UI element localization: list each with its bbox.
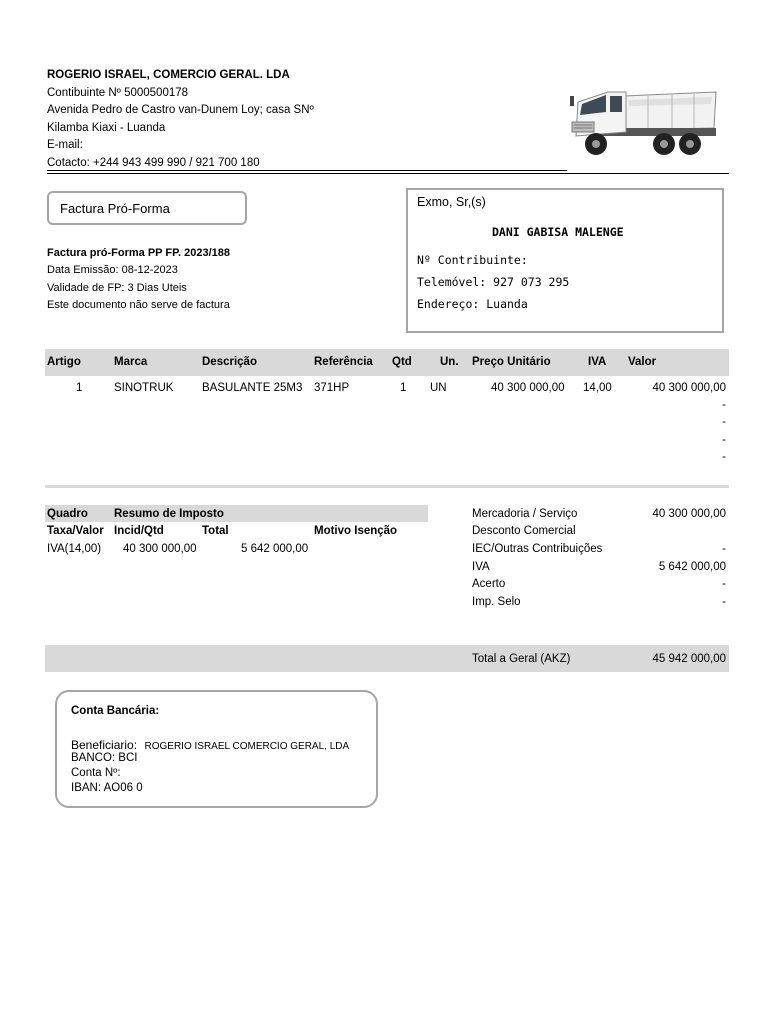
document-type-title: Factura Pró-Forma [60,201,170,216]
bank-title: Conta Bancária: [71,705,160,717]
tax-col-total: Total [202,525,229,537]
tax-col-incid: Incid/Qtd [114,525,164,537]
header-rule-right [567,173,729,174]
iec-label: IEC/Outras Contribuições [472,543,603,555]
mercadoria-value: 40 300 000,00 [652,508,726,520]
tax-col-taxa: Taxa/Valor [47,525,104,537]
col-qtd: Qtd [392,356,412,368]
tax-summary-header [45,505,428,522]
validity: Validade de FP: 3 Dias Uteis [47,282,187,294]
iva-label: IVA [472,561,490,573]
bank-iban: IBAN: AO06 0 [71,782,143,794]
tax-col-motivo: Motivo Isenção [314,525,398,537]
mercadoria-label: Mercadoria / Serviço [472,508,578,520]
empty-rows [45,399,729,469]
grand-total-label: Total a Geral (AKZ) [472,653,571,665]
row-iva: 14,00 [583,382,612,394]
col-marca: Marca [114,356,148,368]
issue-date: Data Emissão: 08-12-2023 [47,264,178,276]
row-valor: 40 300 000,00 [652,382,726,394]
row-un: UN [430,382,447,394]
tax-row-total: 5 642 000,00 [241,543,309,555]
col-preco: Preço Unitário [472,356,551,368]
empty-row-dash: - [722,451,726,463]
selo-value: - [722,596,726,608]
grand-total-value: 45 942 000,00 [652,653,726,665]
client-name: DANI GABISA MALENGE [492,225,624,239]
col-iva: IVA [588,356,607,368]
document-number: Factura pró-Forma PP FP. 2023/188 [47,247,231,259]
grand-total-bar [45,645,729,672]
client-greeting: Exmo, Sr,(s) [417,195,486,209]
tax-quadro: Quadro [47,508,88,520]
bank-beneficiary-value: ROGERIO ISRAEL COMERCIO GERAL, LDA [144,741,350,752]
company-address-line1: Avenida Pedro de Castro van-Dunem Loy; casa SNº [47,104,314,116]
client-nif: Nº Contribuinte: [417,253,528,267]
selo-label: Imp. Selo [472,596,521,608]
client-address: Endereço: Luanda [417,297,528,311]
empty-row-dash: - [722,399,726,411]
acerto-label: Acerto [472,578,506,590]
desconto-label: Desconto Comercial [472,525,576,537]
row-preco: 40 300 000,00 [491,382,565,394]
tax-resumo: Resumo de Imposto [114,508,224,520]
document-type-box [47,191,247,225]
header-rule-top [47,170,567,171]
tax-row-incid: 40 300 000,00 [123,543,197,555]
iva-value: 5 642 000,00 [658,561,726,573]
table-row [45,382,729,398]
bank-account-box [55,690,378,808]
company-nif: Contibuinte Nº 5000500178 [47,86,189,99]
col-un: Un. [440,356,459,368]
row-artigo: 1 [76,382,83,394]
bank-account-number: Conta Nº: [71,767,121,779]
company-contact: Cotacto: +244 943 499 990 / 921 700 180 [47,156,260,169]
tax-row-taxa: IVA(14,00) [47,543,102,555]
iec-value: - [722,543,726,555]
col-referencia: Referência [314,356,373,368]
items-table-header [45,349,729,376]
empty-row-dash: - [722,416,726,428]
dump-truck-image [568,82,720,162]
empty-row-dash: - [722,434,726,446]
client-box [406,188,724,333]
bank-name: BANCO: BCI [71,752,138,764]
company-address-line2: Kilamba Kiaxi - Luanda [47,121,166,134]
row-qtd: 1 [400,382,407,394]
header-rule-bottom [47,173,567,174]
client-phone: Telemóvel: 927 073 295 [417,275,570,289]
document-note: Este documento não serve de factura [47,299,230,311]
row-descricao: BASULANTE 25M3 [202,382,303,394]
row-marca: SINOTRUK [114,382,174,394]
company-email: E-mail: [47,139,83,151]
col-artigo: Artigo [47,356,81,368]
company-info [47,67,377,172]
row-referencia: 371HP [314,382,350,394]
section-divider [45,485,729,488]
acerto-value: - [722,578,726,590]
bank-beneficiary-label: Beneficiario: [71,738,138,752]
company-name: ROGERIO ISRAEL, COMERCIO GERAL. LDA [47,69,290,81]
col-valor: Valor [628,356,657,368]
col-descricao: Descrição [202,356,257,368]
